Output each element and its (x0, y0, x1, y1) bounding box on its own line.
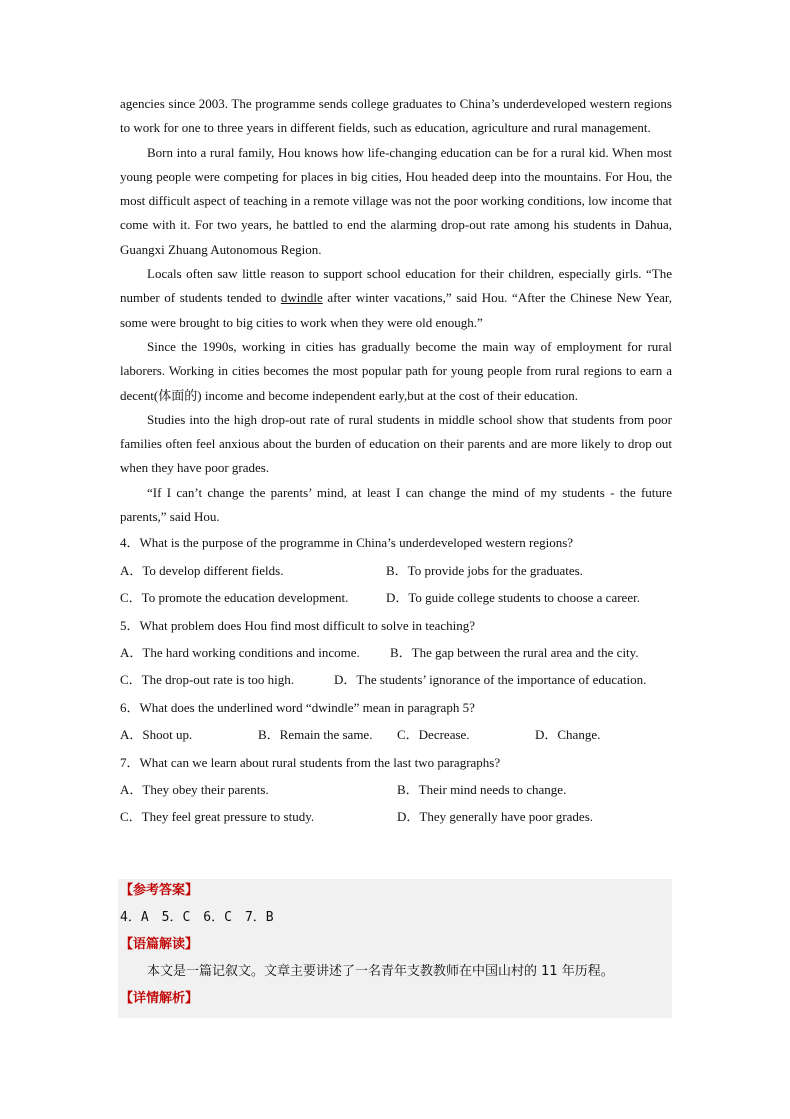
question-5-options-row-1 (120, 639, 672, 666)
reference-answer-heading: 【参考答案】 (120, 883, 199, 898)
passage-paragraph-2 (120, 262, 672, 335)
passage-paragraph-3: Since the 1990s, working in cities has gradually become the main way of employment for rural laborers. Working in cities becomes the most popular path for young people from rural regions to earn a decent(体面的) income and become independent early,but at the cost of their education. (120, 338, 672, 403)
reading-analysis-heading: 【语篇解读】 (120, 937, 199, 952)
passage-paragraph-5: “If I can’t change the parents’ mind, at least I can change the mind of my students - the future parents,” said Hou. (120, 484, 672, 525)
question-7-option-c: C．They feel great pressure to study. (120, 809, 315, 825)
paragraph-2-text-b: after winter vacations,” said Hou. “After the Chinese New Year, some were brought to big cities to work when they were old enough.” (120, 290, 672, 330)
answer-key: 4．A 5．C 6．C 7．B (120, 910, 274, 925)
question-6-option-b: B．Remain the same. (258, 727, 373, 743)
question-5-stem: 5．What problem does Hou find most difficult to solve in teaching? (120, 617, 476, 633)
passage-paragraph-4: Studies into the high drop-out rate of rural students in middle school show that students from poor families often feel anxious about the burden of education on their parents and are more likely to drop out when they have poor grades. (120, 411, 672, 476)
question-5-option-c: C．The drop-out rate is too high. (120, 672, 295, 688)
question-6-options-row (120, 721, 672, 748)
question-5-option-d: D．The students’ ignorance of the importance of education. (334, 672, 647, 688)
question-4-option-b: B．To provide jobs for the graduates. (386, 562, 583, 578)
question-6-option-a: A．Shoot up. (120, 727, 193, 743)
question-6-stem: 6．What does the underlined word “dwindle” mean in paragraph 5? (120, 699, 475, 715)
question-7-options-row-1 (120, 776, 672, 803)
question-7-option-b: B．Their mind needs to change. (397, 781, 567, 797)
underlined-word-dwindle: dwindle (280, 290, 323, 306)
question-6-option-c: C．Decrease. (397, 727, 470, 743)
question-4-options-row-2 (120, 584, 672, 611)
question-5-option-b: B．The gap between the rural area and the city. (390, 644, 639, 660)
question-7-option-a: A．They obey their parents. (120, 781, 269, 797)
question-6-option-d: D．Change. (535, 727, 601, 743)
paragraph-2-text-a: Locals often saw little reason to support school education for their children, especially girls. “The number of students tended to (120, 266, 672, 306)
passage-and-questions (120, 92, 672, 831)
question-7-option-d: D．They generally have poor grades. (397, 809, 594, 825)
question-4-option-d: D．To guide college students to choose a career. (386, 590, 640, 606)
question-4-stem: 4．What is the purpose of the programme in China’s underdeveloped western regions? (120, 535, 574, 551)
question-5-options-row-2 (120, 666, 672, 693)
question-4-option-a: A．To develop different fields. (120, 562, 284, 578)
answer-section-background (118, 879, 672, 1018)
question-5-option-a: A．The hard working conditions and income. (120, 644, 360, 660)
detail-analysis-heading: 【详情解析】 (120, 991, 199, 1006)
question-4-options-row-1 (120, 557, 672, 584)
reading-analysis-text: 本文是一篇记叙文。文章主要讲述了一名青年支教教师在中国山村的 11 年历程。 (147, 964, 614, 979)
question-7-stem: 7．What can we learn about rural students from the last two paragraphs? (120, 754, 501, 770)
passage-paragraph-1: Born into a rural family, Hou knows how life-changing education can be for a rural kid. When most young people were competing for places in big cities, Hou headed deep into the mountains. For Hou, the most difficult aspect of teaching in a remote village was not the poor working conditions, low income that come with it. For two years, he battled to end the alarming drop-out rate among his students in Dahua, Guangxi Zhuang Autonomous Region. (120, 144, 672, 257)
passage-paragraph-0: agencies since 2003. The programme sends college graduates to China’s underdeveloped western regions to work for one to three years in different fields, such as education, agriculture and rural management. (120, 96, 672, 136)
question-4-option-c: C．To promote the education development. (120, 590, 349, 606)
question-7-options-row-2 (120, 803, 672, 830)
